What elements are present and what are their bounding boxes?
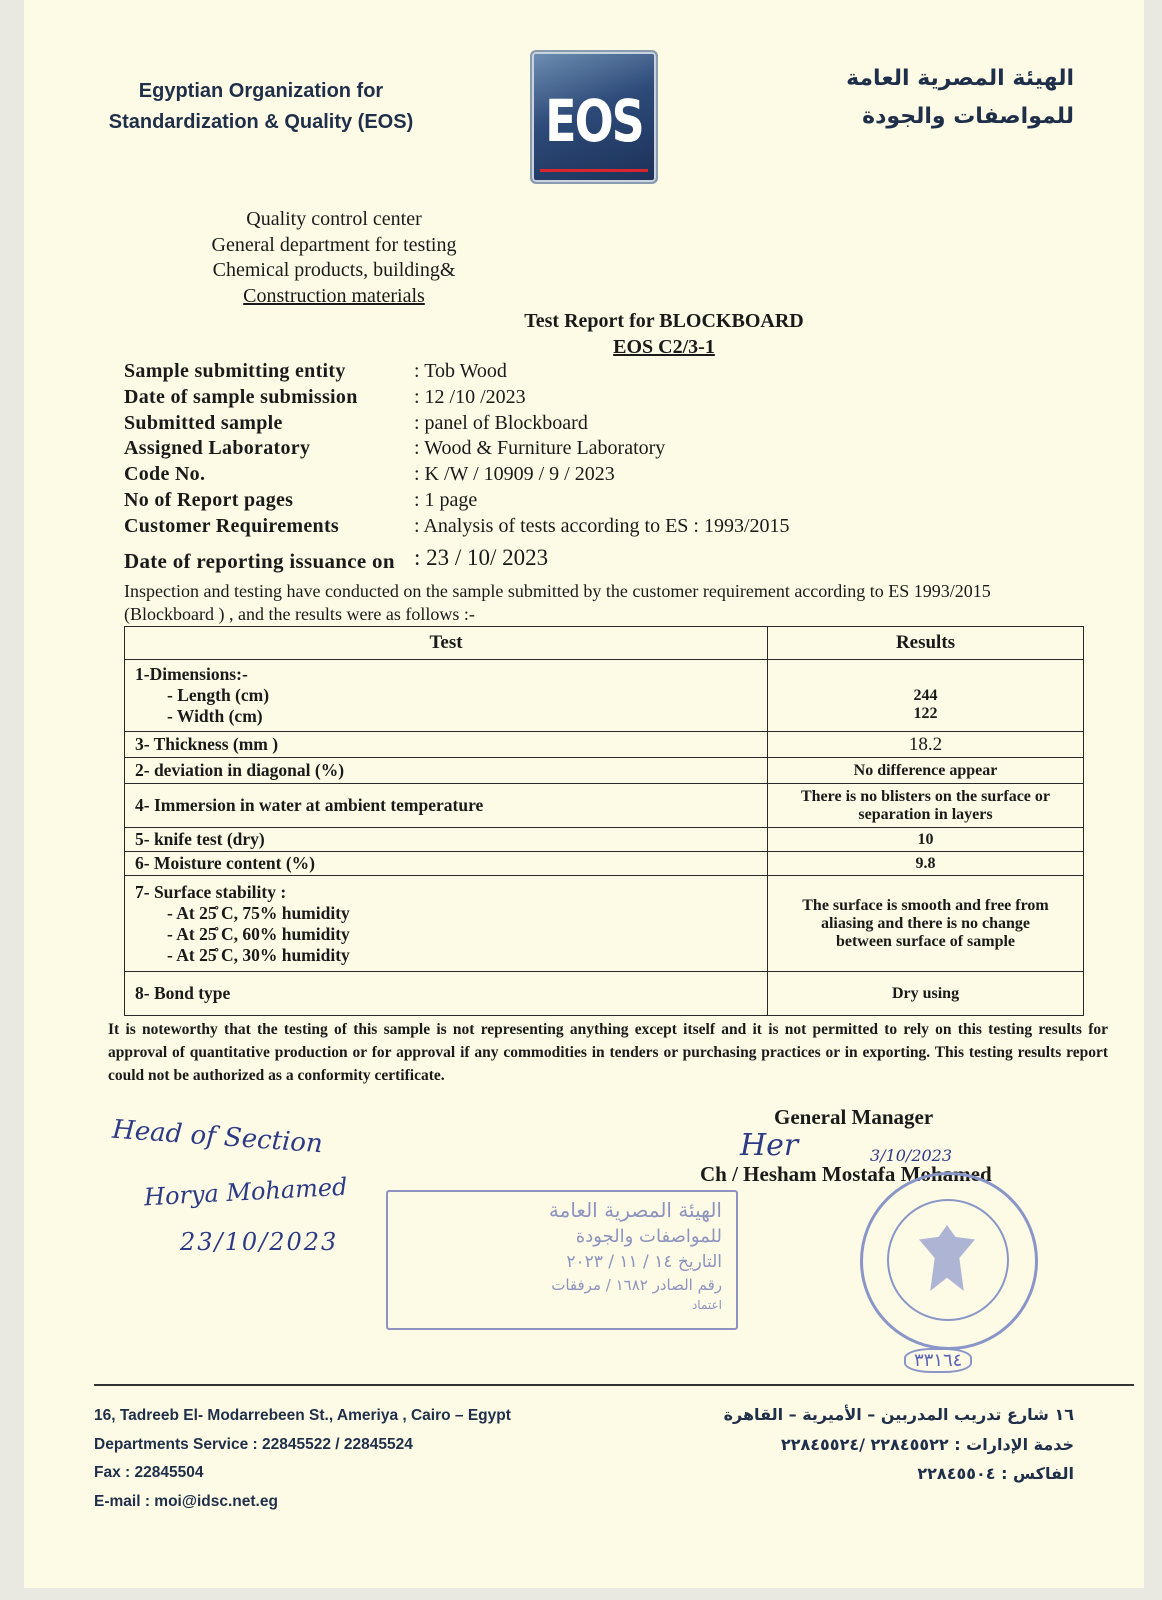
table-row xyxy=(125,876,1084,972)
length-value: 244 xyxy=(913,686,938,704)
footer-divider xyxy=(94,1384,1134,1386)
info-value: : Analysis of tests according to ES : 1993/2015 xyxy=(414,514,790,537)
result-cell: 18.2 xyxy=(768,732,1084,758)
stamp-line4: رقم الصادر ١٦٨٢ / مرفقات xyxy=(551,1276,722,1294)
surface-condition: - At 25̊ C, 75% humidity xyxy=(167,902,350,923)
info-value: : panel of Blockboard xyxy=(414,411,588,434)
test-cell: 3- Thickness (mm ) xyxy=(125,732,768,758)
footer-email: E-mail : moi@idsc.net.eg xyxy=(94,1493,278,1511)
disclaimer-note: It is noteworthy that the testing of this sample is not representing anything except itself and it is not permitted to rely on this testing results for approval of quantitative production or for approval if any commodities in tenders or purchasing practices or in exporting. This testing results report could not be authorized as a conformity certificate. xyxy=(108,1021,1108,1084)
info-label: Date of sample submission xyxy=(124,385,358,408)
result-cell xyxy=(768,660,1084,732)
info-value: : 12 /10 /2023 xyxy=(414,385,526,408)
report-title-block xyxy=(404,308,924,360)
immersion-result-line1: There is no blisters on the surface or xyxy=(800,787,1050,805)
intro-text: Inspection and testing have conducted on the sample submitted by the customer requirement according to ES 1993/2015 (Blockboard ) , and the results were as follows :- xyxy=(124,581,991,624)
surface-title: 7- Surface stability : xyxy=(135,881,287,902)
footer-address: 16, Tadreeb El- Modarrebeen St., Ameriya , Cairo – Egypt xyxy=(94,1407,511,1424)
stamp-line1: الهيئة المصرية العامة xyxy=(548,1198,722,1222)
info-label: Submitted sample xyxy=(124,411,283,434)
eos-logo xyxy=(530,50,658,184)
footer-arabic xyxy=(724,1400,1074,1489)
result-cell: No difference appear xyxy=(768,758,1084,784)
table-header-row xyxy=(125,627,1084,660)
result-cell: 9.8 xyxy=(768,852,1084,876)
result-cell xyxy=(768,784,1084,828)
info-row xyxy=(124,515,1024,541)
surface-result-line2: aliasing and there is no change xyxy=(820,914,1031,932)
info-row xyxy=(124,386,1024,412)
info-row xyxy=(124,463,1024,489)
column-header-results: Results xyxy=(768,627,1084,660)
department-line1: Quality control center xyxy=(246,208,422,230)
info-value: : Wood & Furniture Laboratory xyxy=(414,437,666,460)
org-name-arabic xyxy=(846,60,1074,136)
table-row xyxy=(125,852,1084,876)
footer-english xyxy=(94,1402,511,1517)
table-row xyxy=(125,972,1084,1016)
report-subtitle: EOS C2/3-1 xyxy=(613,336,715,358)
info-value: : Tob Wood xyxy=(414,360,507,382)
surface-result-line3: between surface of sample xyxy=(835,932,1016,950)
test-cell: 5- knife test (dry) xyxy=(125,828,768,852)
immersion-result-line2: separation in layers xyxy=(858,805,993,823)
test-cell: 6- Moisture content (%) xyxy=(125,852,768,876)
test-cell xyxy=(125,876,768,972)
surface-result-line1: The surface is smooth and free from xyxy=(802,896,1049,914)
results-table xyxy=(124,626,1084,1016)
department-line3: Chemical products, building& xyxy=(212,259,456,281)
info-label: Customer Requirements xyxy=(124,514,339,537)
org-name-line2: Standardization & Quality (EOS) xyxy=(108,111,414,133)
department-block xyxy=(174,207,494,309)
table-row xyxy=(125,784,1084,828)
test-cell: 2- deviation in diagonal (%) xyxy=(125,758,768,784)
result-cell: Dry using xyxy=(768,972,1084,1016)
logo-red-bar xyxy=(540,169,648,172)
org-name-ar-line2: للمواصفات والجودة xyxy=(862,104,1074,129)
logo-text: EOS xyxy=(545,87,643,155)
manager-signature-date: 3/10/2023 xyxy=(870,1146,953,1165)
document-page xyxy=(24,0,1144,1588)
info-row xyxy=(124,489,1024,515)
info-row xyxy=(124,360,1024,386)
table-row xyxy=(125,732,1084,758)
info-row xyxy=(124,541,1024,575)
width-label: - Width (cm) xyxy=(167,706,263,726)
info-label: Date of reporting issuance on xyxy=(124,548,395,573)
test-cell: 8- Bond type xyxy=(125,972,768,1016)
width-value: 122 xyxy=(913,704,938,722)
info-label: Sample submitting entity xyxy=(124,360,346,382)
result-cell: 10 xyxy=(768,828,1084,852)
column-header-test: Test xyxy=(125,627,768,660)
test-cell: 4- Immersion in water at ambient temperature xyxy=(125,784,768,828)
length-label: - Length (cm) xyxy=(167,685,270,705)
footer-departments: Departments Service : 22845522 / 22845524 xyxy=(94,1435,413,1453)
table-row xyxy=(125,828,1084,852)
footer-fax-ar: الفاكس : ٢٢٨٤٥٥٠٤ xyxy=(917,1464,1074,1483)
footer-departments-ar: خدمة الإدارات : ٢٢٨٤٥٥٢٢ /٢٢٨٤٥٥٢٤ xyxy=(780,1434,1074,1454)
info-label: Assigned Laboratory xyxy=(124,437,311,460)
manager-signature-scribble: Her xyxy=(740,1128,799,1163)
footer-fax: Fax : 22845504 xyxy=(94,1464,204,1482)
info-label: Code No. xyxy=(124,463,206,486)
info-row xyxy=(124,437,1024,463)
department-line4: Construction materials xyxy=(243,284,425,307)
org-name-ar-line1: الهيئة المصرية العامة xyxy=(846,66,1074,91)
org-name-line1: Egyptian Organization for xyxy=(138,80,384,102)
info-row xyxy=(124,412,1024,438)
manager-name: Ch / Hesham Mostafa Mohamed xyxy=(700,1162,992,1186)
general-manager-label: General Manager xyxy=(774,1105,934,1129)
test-cell xyxy=(125,660,768,732)
info-value: : K /W / 10909 / 9 / 2023 xyxy=(414,463,615,486)
footer-address-ar: ١٦ شارع تدريب المدربين – الأميرية – القاهرة xyxy=(723,1405,1074,1424)
handwritten-head-of-section: Head of Section xyxy=(111,1114,324,1160)
handwritten-name: Horya Mohamed xyxy=(143,1172,349,1212)
handwritten-date: 23/10/2023 xyxy=(180,1228,339,1256)
surface-condition: - At 25̊ C, 60% humidity xyxy=(167,923,350,944)
info-label: No of Report pages xyxy=(124,488,294,511)
sample-info xyxy=(124,360,1024,575)
info-value: : 23 / 10/ 2023 xyxy=(414,544,549,570)
stamp-line5: اعتماد xyxy=(691,1298,722,1312)
table-row xyxy=(125,758,1084,784)
info-value: : 1 page xyxy=(414,488,478,511)
table-row xyxy=(125,660,1084,732)
report-title: Test Report for BLOCKBOARD xyxy=(524,310,804,332)
department-line2: General department for testing xyxy=(211,233,457,256)
official-seal xyxy=(860,1172,1038,1350)
result-cell xyxy=(768,876,1084,972)
dimensions-title: 1-Dimensions:- xyxy=(135,664,248,684)
org-name-english xyxy=(86,76,436,138)
stamp-line3: التاريخ ١٤ / ١١ / ٢٠٢٣ xyxy=(566,1252,722,1272)
surface-condition: - At 25̊ C, 30% humidity xyxy=(167,944,350,965)
incoming-stamp xyxy=(386,1190,738,1330)
stamp-line2: للمواصفات والجودة xyxy=(575,1226,722,1247)
stamp-number: ٣٣١٦٤ xyxy=(904,1348,972,1373)
